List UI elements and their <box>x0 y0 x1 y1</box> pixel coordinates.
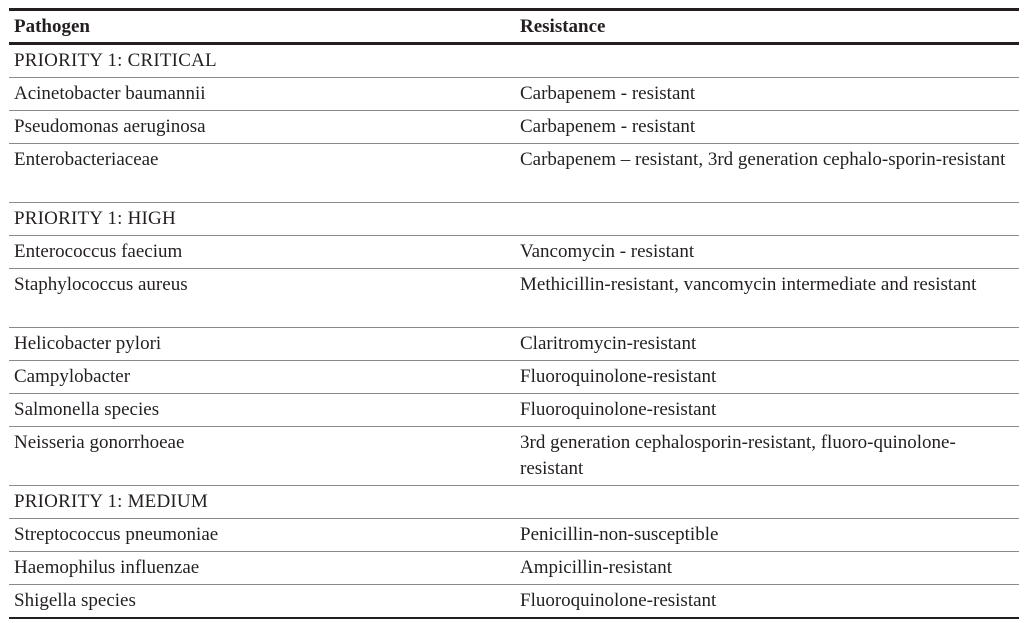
resistance-cell: 3rd generation cephalosporin-resistant, fluoro-quinolone-resistant <box>520 432 956 479</box>
header-resistance: Resistance <box>520 15 606 37</box>
header-pathogen: Pathogen <box>14 15 90 37</box>
pathogen-cell: Salmonella species <box>14 399 160 420</box>
pathogen-cell: Haemophilus influenzae <box>14 557 200 578</box>
resistance-cell: Fluoroquinolone-resistant <box>520 366 717 387</box>
resistance-cell: Methicillin-resistant, vancomycin intermediate and resistant <box>520 274 977 295</box>
pathogen-cell: Acinetobacter baumannii <box>14 83 206 104</box>
table-row <box>9 585 1019 619</box>
section-label: PRIORITY 1: CRITICAL <box>14 50 217 71</box>
pathogen-cell: Staphylococcus aureus <box>14 274 188 295</box>
table-row <box>9 111 1019 144</box>
table-row <box>9 78 1019 111</box>
pathogen-cell: Streptococcus pneumoniae <box>14 524 219 545</box>
table-row <box>9 427 1019 486</box>
pathogen-cell: Enterococcus faecium <box>14 241 183 262</box>
table-row <box>9 269 1019 328</box>
pathogen-resistance-table <box>9 8 1019 619</box>
section-row <box>9 45 1019 78</box>
section-row <box>9 486 1019 519</box>
pathogen-cell: Pseudomonas aeruginosa <box>14 116 206 137</box>
resistance-cell: Vancomycin - resistant <box>520 241 695 262</box>
section-row <box>9 203 1019 236</box>
table-row <box>9 236 1019 269</box>
table-row <box>9 361 1019 394</box>
resistance-cell: Carbapenem - resistant <box>520 116 696 137</box>
table-row <box>9 328 1019 361</box>
table-row <box>9 519 1019 552</box>
resistance-cell: Fluoroquinolone-resistant <box>520 399 717 420</box>
table-row <box>9 552 1019 585</box>
resistance-cell: Penicillin-non-susceptible <box>520 524 719 545</box>
table-header-row <box>9 11 1019 45</box>
resistance-cell: Claritromycin-resistant <box>520 333 697 354</box>
resistance-cell: Carbapenem - resistant <box>520 83 696 104</box>
resistance-cell: Ampicillin-resistant <box>520 557 672 578</box>
resistance-cell: Carbapenem – resistant, 3rd generation cephalo-sporin-resistant <box>520 149 1006 170</box>
table-row <box>9 144 1019 203</box>
pathogen-cell: Helicobacter pylori <box>14 333 162 354</box>
pathogen-cell: Shigella species <box>14 590 136 611</box>
section-label: PRIORITY 1: MEDIUM <box>14 491 208 512</box>
table-row <box>9 394 1019 427</box>
pathogen-cell: Enterobacteriaceae <box>14 149 159 170</box>
pathogen-cell: Campylobacter <box>14 366 131 387</box>
resistance-cell: Fluoroquinolone-resistant <box>520 590 717 611</box>
pathogen-cell: Neisseria gonorrhoeae <box>14 432 185 453</box>
section-label: PRIORITY 1: HIGH <box>14 208 176 229</box>
